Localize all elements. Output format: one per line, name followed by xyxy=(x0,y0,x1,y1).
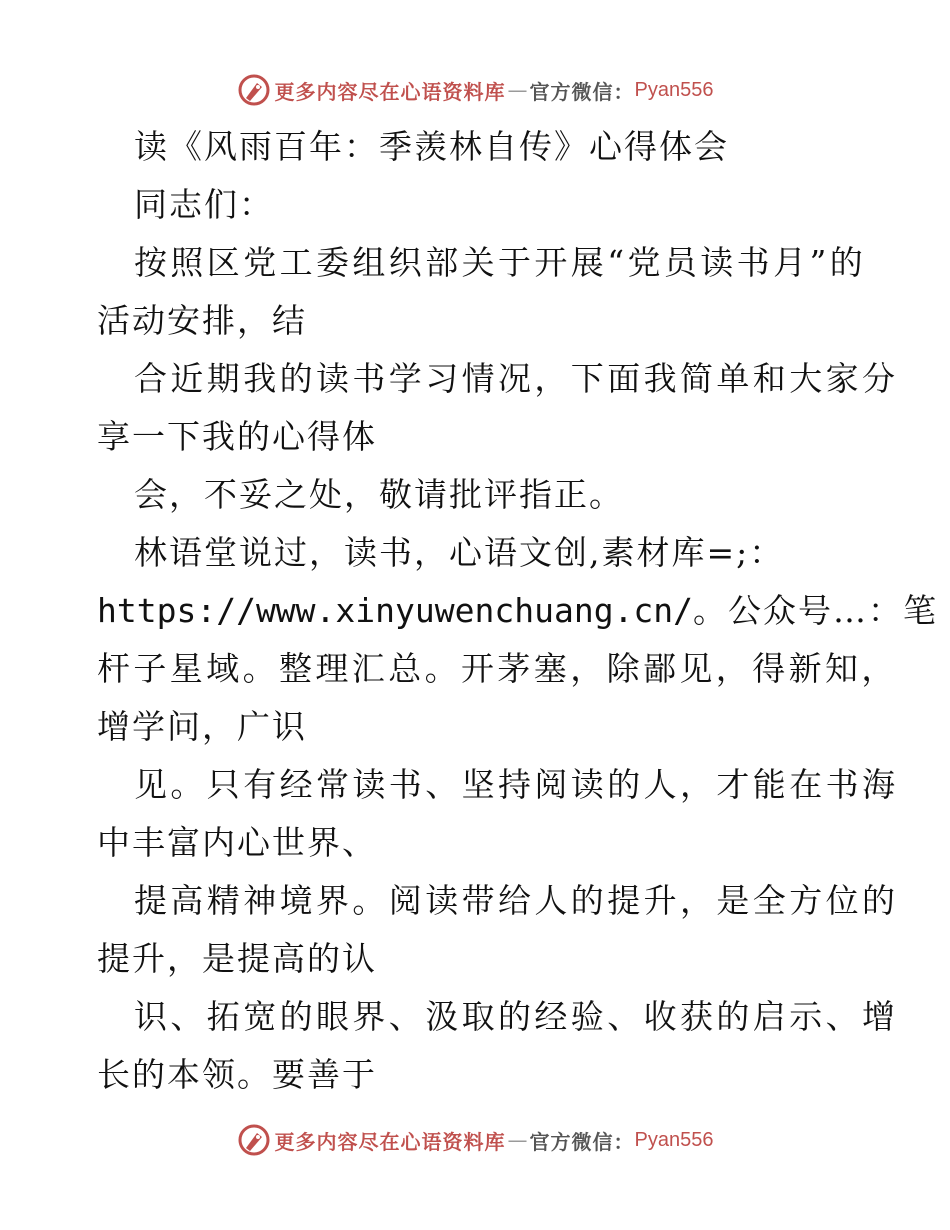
paragraph-line: 合近期我的读书学习情况，下面我简单和大家分 xyxy=(134,359,899,398)
source-url: https://www.xinyuwenchuang.cn/ xyxy=(97,591,694,630)
paragraph-line: 享一下我的心得体 xyxy=(97,417,377,456)
footer-watermark-banner xyxy=(0,1120,950,1160)
paragraph-line: 会，不妥之处，敬请批评指正。 xyxy=(134,475,624,514)
greeting: 同志们： xyxy=(134,185,274,224)
paragraph-line: 提高精神境界。阅读带给人的提升，是全方位的 xyxy=(134,881,899,920)
banner-official-text: 官方微信： xyxy=(529,79,635,104)
banner-dash: — xyxy=(507,78,528,102)
banner-wechat-id: Pyan556 xyxy=(634,1128,714,1151)
paragraph-line: 林语堂说过，读书，心语文创,素材库=;： xyxy=(134,533,785,572)
paragraph-line-tail: 。公众号…：笔 xyxy=(693,591,939,630)
header-watermark-banner xyxy=(0,70,950,110)
paragraph-line: 增学问，广识 xyxy=(97,707,307,746)
paragraph-line: 活动安排，结 xyxy=(97,301,307,340)
document-body xyxy=(97,118,939,1104)
pen-nib-logo-icon xyxy=(237,1123,271,1157)
banner-official-text: 官方微信： xyxy=(529,1129,635,1154)
paragraph-line-with-url xyxy=(97,582,939,640)
paragraph-line: 见。只有经常读书、坚持阅读的人，才能在书海 xyxy=(134,765,899,804)
banner-wechat-id: Pyan556 xyxy=(634,78,714,101)
banner-main-text: 更多内容尽在心语资料库 xyxy=(274,79,506,104)
banner-dash: — xyxy=(507,1128,528,1152)
paragraph-line: 识、拓宽的眼界、汲取的经验、收获的启示、增 xyxy=(134,997,899,1036)
document-title: 读《风雨百年：季羡林自传》心得体会 xyxy=(134,127,729,166)
paragraph-line: 提升，是提高的认 xyxy=(97,939,377,978)
banner-main-text: 更多内容尽在心语资料库 xyxy=(274,1129,506,1154)
paragraph-line: 杆子星域。整理汇总。开茅塞，除鄙见，得新知， xyxy=(97,649,898,688)
paragraph-line: 长的本领。要善于 xyxy=(97,1055,377,1094)
pen-nib-logo-icon xyxy=(237,73,271,107)
paragraph-line: 中丰富内心世界、 xyxy=(97,823,377,862)
paragraph-line: 按照区党工委组织部关于开展“党员读书月”的 xyxy=(134,243,867,282)
